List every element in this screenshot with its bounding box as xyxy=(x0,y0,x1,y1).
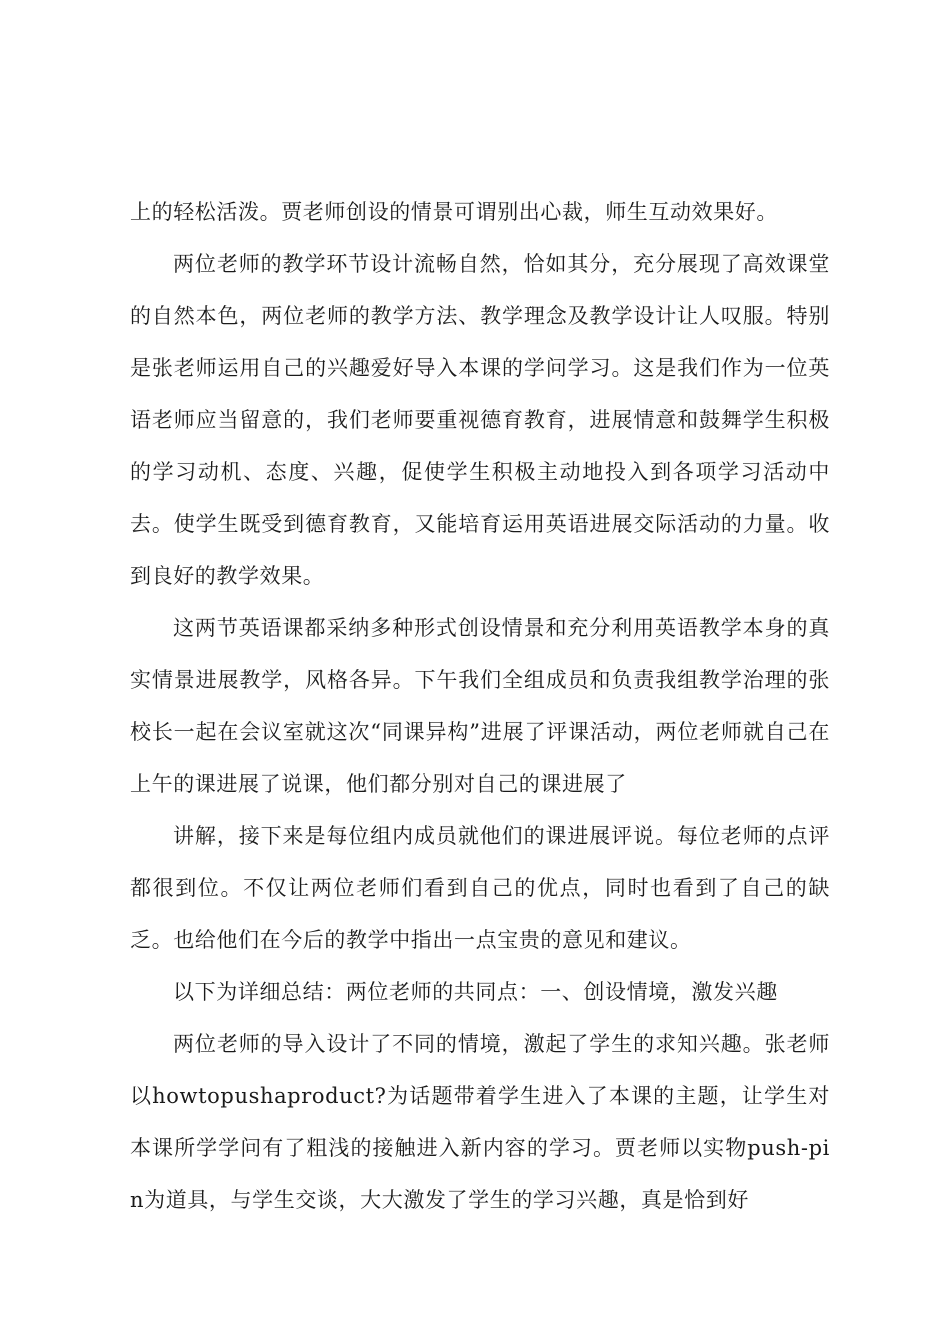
paragraph-teaching-styles: 这两节英语课都采纳多种形式创设情景和充分利用英语教学本身的真实情景进展教学，风格各异。下午我们全组成员和负责我组教学治理的张校长一起在会议室就这次“同课异构”进展了评课活动，两位老师就自己在上午的课进展了说课，他们都分别对自己的课进展了 xyxy=(130,616,830,796)
paragraph-summary-heading: 以下为详细总结：两位老师的共同点：一、创设情境，激发兴趣 xyxy=(173,980,778,1004)
document-body xyxy=(130,186,830,1226)
paragraph-continuation: 上的轻松活泼。贾老师创设的情景可谓别出心裁，师生互动效果好。 xyxy=(130,200,778,224)
paragraph-situation-setup: 两位老师的导入设计了不同的情境，激起了学生的求知兴趣。张老师以howtopushaproduct?为话题带着学生进入了本课的主题，让学生对本课所学学问有了粗浅的接触进入新内容的学习。贾老师以实物push-pin为道具，与学生交谈，大大激发了学生的学习兴趣，真是恰到好 xyxy=(130,1032,830,1212)
paragraph-evaluation: 讲解，接下来是每位组内成员就他们的课进展评说。每位老师的点评都很到位。不仅让两位老师们看到自己的优点，同时也看到了自己的缺乏。也给他们在今后的教学中指出一点宝贵的意见和建议。 xyxy=(130,824,830,952)
paragraph-teaching-design: 两位老师的教学环节设计流畅自然，恰如其分，充分展现了高效课堂的自然本色，两位老师的教学方法、教学理念及教学设计让人叹服。特别是张老师运用自己的兴趣爱好导入本课的学问学习。这是我们作为一位英语老师应当留意的，我们老师要重视德育教育，进展情意和鼓舞学生积极的学习动机、态度、兴趣，促使学生积极主动地投入到各项学习活动中去。使学生既受到德育教育，又能培育运用英语进展交际活动的力量。收到良好的教学效果。 xyxy=(130,252,830,588)
